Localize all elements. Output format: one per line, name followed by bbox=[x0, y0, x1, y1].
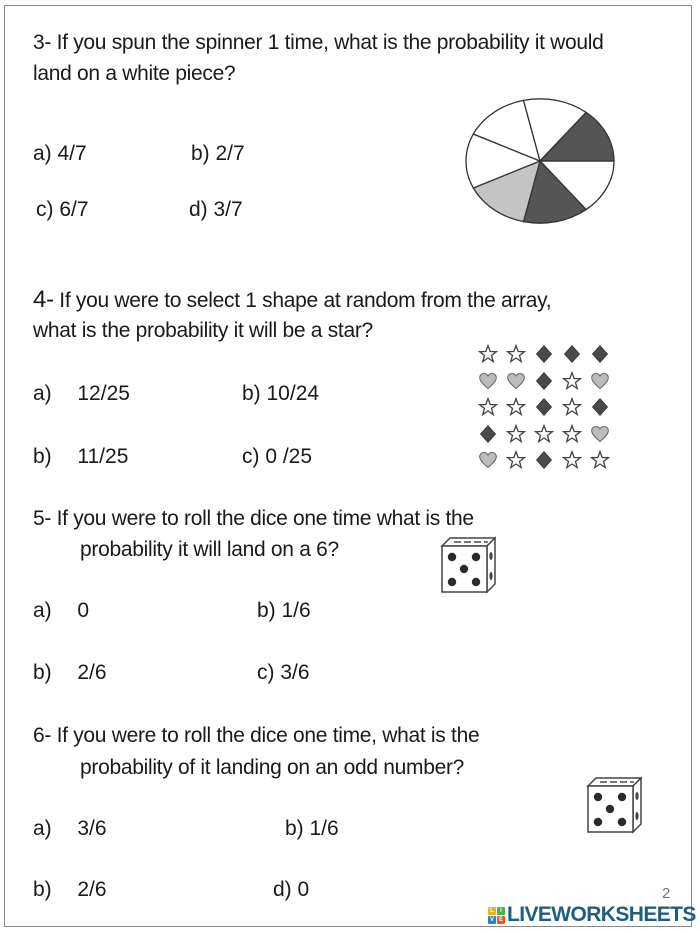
star-icon bbox=[474, 394, 502, 421]
star-icon bbox=[586, 447, 614, 474]
star-icon bbox=[558, 421, 586, 448]
question-6-option-b2[interactable] bbox=[33, 877, 107, 903]
question-5-option-b1[interactable]: b) 1/6 bbox=[257, 599, 311, 622]
option-letter: b) bbox=[33, 661, 52, 684]
diamond-icon bbox=[530, 341, 558, 368]
option-letter: b) bbox=[33, 445, 52, 468]
page-number: 2 bbox=[662, 885, 671, 902]
diamond-icon bbox=[530, 394, 558, 421]
question-6-line-1: 6- If you were to roll the dice one time, what is the bbox=[33, 724, 480, 747]
star-icon bbox=[530, 421, 558, 448]
option-value: 0 bbox=[77, 599, 90, 622]
shape-array-figure bbox=[474, 341, 614, 473]
question-4-line-1 bbox=[33, 287, 551, 314]
diamond-icon bbox=[558, 341, 586, 368]
question-6-option-d[interactable]: d) 0 bbox=[273, 878, 310, 901]
option-letter: a) bbox=[33, 817, 52, 840]
logo-tile: V bbox=[489, 916, 494, 923]
question-3-line-2: land on a white piece? bbox=[33, 62, 236, 85]
star-icon bbox=[558, 447, 586, 474]
option-letter: a) bbox=[33, 599, 52, 622]
question-3-line-1: 3- If you spun the spinner 1 time, what is the probability it would bbox=[33, 31, 604, 54]
liveworksheets-logo-icon bbox=[488, 907, 505, 924]
option-value: 2/6 bbox=[77, 878, 107, 901]
question-6-line-2: probability of it landing on an odd number? bbox=[80, 756, 465, 779]
star-icon bbox=[558, 394, 586, 421]
logo-tile: I bbox=[497, 907, 505, 915]
star-icon bbox=[502, 421, 530, 448]
question-5-line-2: probability it will land on a 6? bbox=[80, 538, 339, 561]
question-3-option-a[interactable]: a) 4/7 bbox=[33, 142, 87, 165]
logo-tile: E bbox=[498, 916, 503, 923]
star-icon bbox=[558, 368, 586, 395]
question-4-text: If you were to select 1 shape at random from the array, bbox=[53, 289, 552, 312]
die-icon bbox=[586, 776, 642, 834]
heart-icon bbox=[474, 368, 502, 395]
question-4-option-c[interactable]: c) 0 /25 bbox=[242, 445, 313, 468]
star-icon bbox=[502, 394, 530, 421]
question-4-option-b1[interactable]: b) 10/24 bbox=[242, 382, 320, 405]
heart-icon bbox=[474, 447, 502, 474]
logo-tile: L bbox=[488, 907, 496, 915]
question-4-option-b2[interactable] bbox=[33, 444, 128, 470]
die-icon bbox=[440, 536, 496, 594]
option-letter: a) bbox=[33, 382, 52, 405]
star-icon bbox=[502, 341, 530, 368]
question-5-option-c[interactable]: c) 3/6 bbox=[257, 661, 310, 684]
liveworksheets-brand-text: LIVEWORKSHEETS bbox=[507, 903, 696, 926]
question-3-option-b[interactable]: b) 2/7 bbox=[191, 142, 245, 165]
question-6-option-b1[interactable]: b) 1/6 bbox=[285, 817, 339, 840]
question-5-line-1: 5- If you were to roll the dice one time what is the bbox=[33, 507, 474, 530]
question-5-option-b2[interactable] bbox=[33, 660, 107, 686]
option-value: 12/25 bbox=[77, 382, 130, 405]
diamond-icon bbox=[474, 421, 502, 448]
question-6-option-a[interactable] bbox=[33, 816, 107, 842]
spinner-slices bbox=[466, 99, 614, 223]
liveworksheets-logo[interactable] bbox=[488, 904, 696, 926]
diamond-icon bbox=[530, 447, 558, 474]
question-3-option-c[interactable]: c) 6/7 bbox=[36, 198, 89, 221]
spinner-figure bbox=[464, 97, 616, 225]
diamond-icon bbox=[586, 341, 614, 368]
question-4-number: 4- bbox=[33, 286, 54, 313]
heart-icon bbox=[586, 368, 614, 395]
question-5-option-a[interactable] bbox=[33, 598, 89, 624]
option-value: 2/6 bbox=[77, 661, 107, 684]
heart-icon bbox=[502, 368, 530, 395]
question-3-option-d[interactable]: d) 3/7 bbox=[189, 198, 243, 221]
question-4-option-a[interactable] bbox=[33, 381, 130, 407]
option-value: 3/6 bbox=[77, 817, 107, 840]
diamond-icon bbox=[586, 394, 614, 421]
diamond-icon bbox=[530, 368, 558, 395]
star-icon bbox=[474, 341, 502, 368]
star-icon bbox=[502, 447, 530, 474]
option-letter: b) bbox=[33, 878, 52, 901]
question-4-line-2: what is the probability it will be a star? bbox=[33, 319, 373, 342]
heart-icon bbox=[586, 421, 614, 448]
option-value: 11/25 bbox=[77, 445, 129, 468]
